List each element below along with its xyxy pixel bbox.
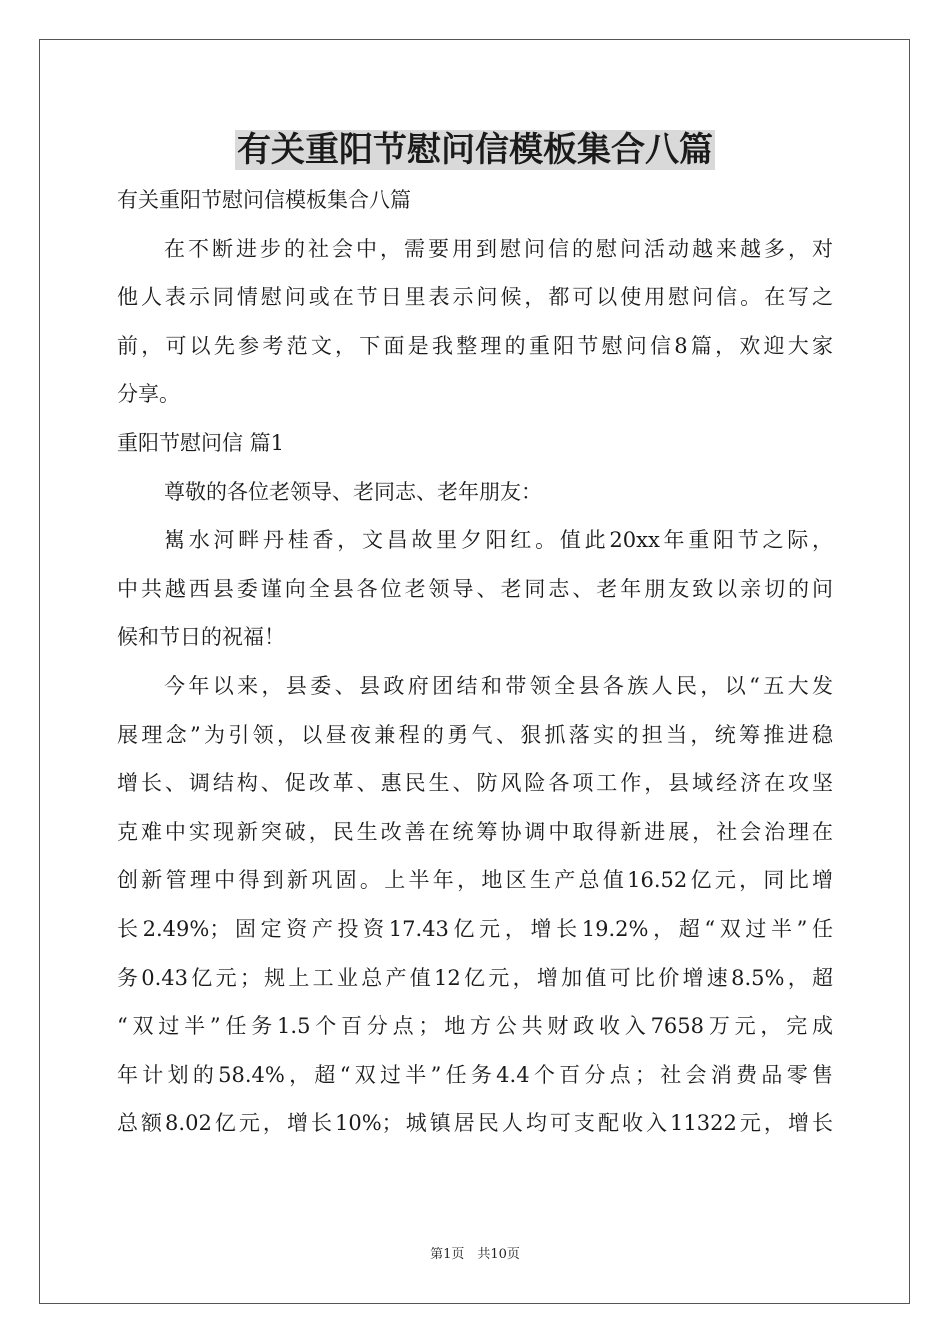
paragraph-line: 在不断进步的社会中，需要用到慰问信的慰问活动越来越多，对 xyxy=(164,236,833,261)
document-title-text: 有关重阳节慰问信模板集合八篇 xyxy=(237,130,713,170)
page-number-footer: 第1页 共10页 xyxy=(430,1247,520,1262)
paragraph-line: 增长、调结构、促改革、惠民生、防风险各项工作，县域经济在攻坚 xyxy=(117,771,833,796)
salutation-line: 尊敬的各位老领导、老同志、老年朋友： xyxy=(164,479,542,504)
paragraph-line: “双过半”任务1.5个百分点；地方公共财政收入7658万元，完成 xyxy=(117,1014,833,1039)
section-heading: 重阳节慰问信 篇1 xyxy=(117,430,285,455)
paragraph-line: 他人表示同情慰问或在节日里表示问候，都可以使用慰问信。在写之 xyxy=(117,285,833,310)
paragraph-line: 中共越西县委谨向全县各位老领导、老同志、老年朋友致以亲切的问 xyxy=(117,576,833,601)
paragraph-line: 务0.43亿元；规上工业总产值12亿元，增加值可比价增速8.5%，超 xyxy=(117,965,833,990)
paragraph-line: 年计划的58.4%，超“双过半”任务4.4个百分点；社会消费品零售 xyxy=(117,1062,833,1087)
paragraph-line: 前，可以先参考范文，下面是我整理的重阳节慰问信8篇，欢迎大家 xyxy=(117,333,833,358)
paragraph-line: 嶲水河畔丹桂香，文昌故里夕阳红。值此20xx年重阳节之际， xyxy=(164,528,833,553)
document-body xyxy=(117,176,833,1148)
paragraph-line: 候和节日的祝福！ xyxy=(117,625,285,650)
paragraph-line: 创新管理中得到新巩固。上半年，地区生产总值16.52亿元，同比增 xyxy=(117,868,833,893)
subtitle-line: 有关重阳节慰问信模板集合八篇 xyxy=(117,188,411,212)
paragraph-line: 总额8.02亿元，增长10%；城镇居民人均可支配收入11322元，增长 xyxy=(117,1111,833,1136)
paragraph-line: 长2.49%；固定资产投资17.43亿元，增长19.2%，超“双过半”任 xyxy=(117,916,833,941)
paragraph-line: 展理念”为引领，以昼夜兼程的勇气、狠抓落实的担当，统筹推进稳 xyxy=(117,722,833,747)
document-title xyxy=(0,122,950,178)
paragraph-line: 克难中实现新突破，民生改善在统筹协调中取得新进展，社会治理在 xyxy=(117,819,833,844)
paragraph-line: 分享。 xyxy=(117,382,180,407)
paragraph-line: 今年以来，县委、县政府团结和带领全县各族人民，以“五大发 xyxy=(164,673,833,698)
